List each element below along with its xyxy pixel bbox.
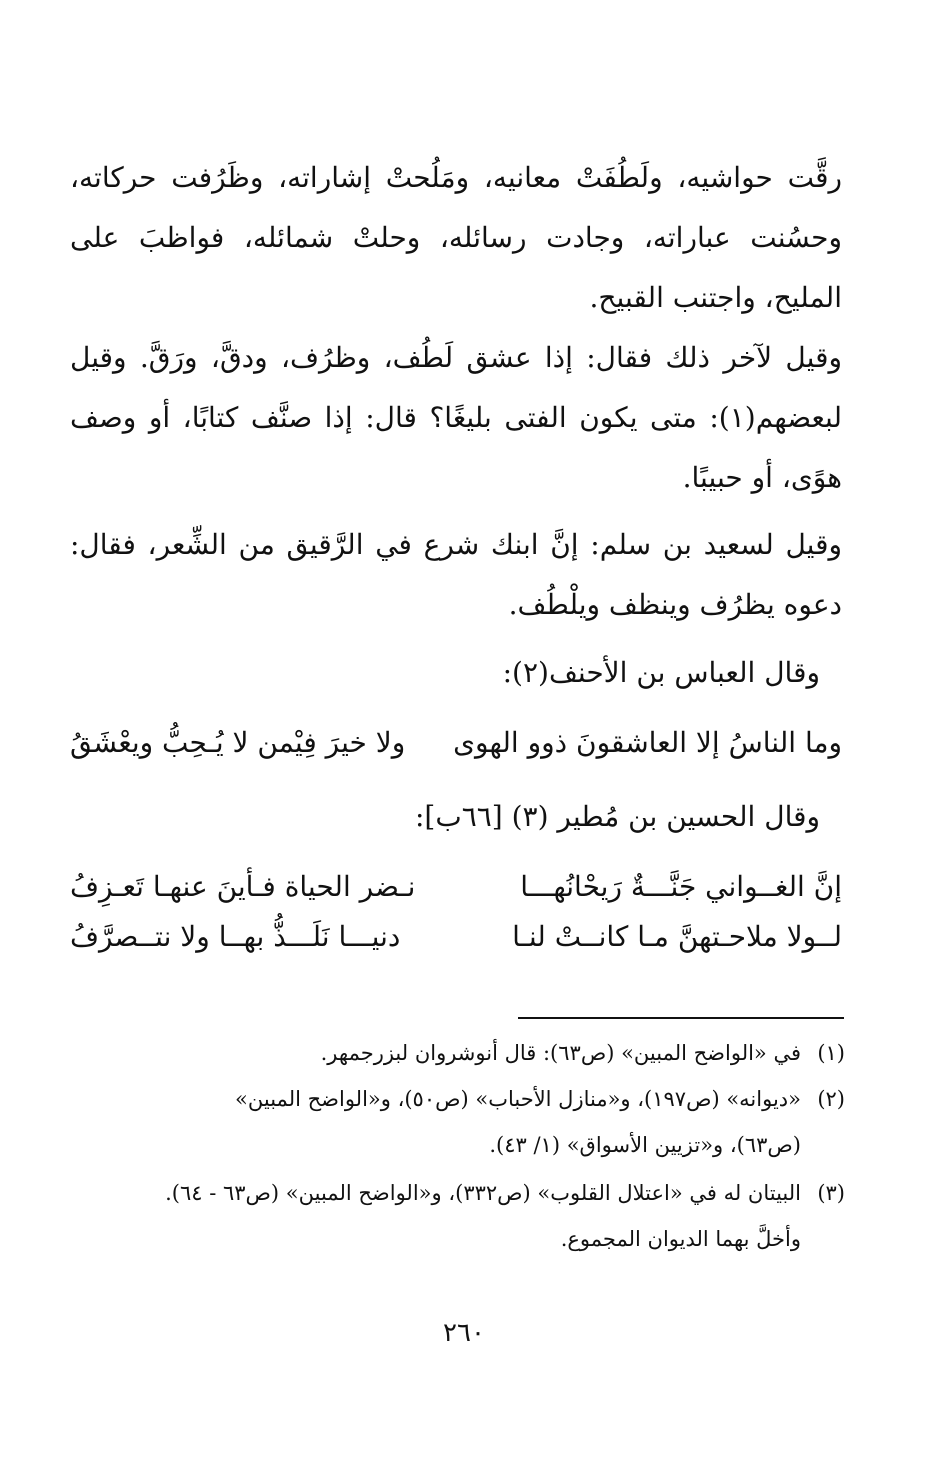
verse-first-hemistich: إنَّ الغــواني جَنَّـــةٌ رَيحْانُهـــا bbox=[520, 870, 842, 903]
footnote-text-continued: (ص٦٣)، و«تزيين الأسواق» (١/ ٤٣). bbox=[489, 1133, 801, 1157]
verse-second-hemistich: دنيـــا نَلَـــذُّ بهــا ولا نتــصرَّفُ bbox=[70, 920, 401, 953]
footnote-divider bbox=[518, 1017, 844, 1019]
footnote-text: في «الواضح المبين» (ص٦٣): قال أنوشروان لبزرجمهر. bbox=[320, 1041, 801, 1065]
poem-2-verse-2 bbox=[70, 912, 842, 962]
footnote-2 bbox=[70, 1076, 845, 1168]
footnote-text: البيتان له في «اعتلال القلوب» (ص٣٣٢)، و«الواضح المبين» (ص٦٣ - ٦٤). bbox=[165, 1181, 801, 1205]
footnote-number: (٢) bbox=[817, 1087, 845, 1111]
footnote-1 bbox=[70, 1030, 845, 1076]
poem-1-verse-1 bbox=[70, 718, 842, 768]
verse-first-hemistich: لــولا ملاحـتهنَّ مـا كانــتْ لنـا bbox=[512, 920, 842, 953]
poem-2-intro: وقال الحسين بن مُطير (٣) [٦٦ب]: bbox=[415, 800, 820, 833]
footnote-number: (٣) bbox=[817, 1181, 845, 1205]
paragraph-2: وقيل لآخر ذلك فقال: إذا عشق لَطُف، وظرُف، ودقَّ، ورَقَّ. وقيل لبعضهم(١): متى يكون الفتى بليغًا؟ قال: إذا صنَّف كتابًا، أو وصف هوًى، أو حبيبًا. bbox=[70, 341, 842, 494]
poem-1-intro: وقال العباس بن الأحنف(٢): bbox=[502, 656, 820, 689]
paragraph-3: وقيل لسعيد بن سلم: إنَّ ابنك شرع في الرَّقيق من الشِّعر، فقال: دعوه يظرُف وينظف ويلْطُف. bbox=[70, 528, 842, 621]
footnote-text-continued: وأخلَّ بهما الديوان المجموع. bbox=[560, 1227, 801, 1251]
poem-2-verse-1 bbox=[70, 862, 842, 912]
footnote-text: «ديوانه» (ص١٩٧)، و«منازل الأحباب» (ص٥٠)، و«الواضح المبين» bbox=[235, 1087, 801, 1111]
page-number: ٢٦٠ bbox=[443, 1318, 485, 1348]
verse-first-hemistich: وما الناسُ إلا العاشقونَ ذوو الهوى bbox=[453, 726, 842, 759]
paragraph-1: رقَّت حواشيه، ولَطُفَتْ معانيه، ومَلُحتْ إشاراته، وظَرُفت حركاته، وحسُنت عباراته، وجادت رسائله، وحلتْ شمائله، فواظبَ على المليح، واجتنب القبيح. bbox=[70, 161, 842, 314]
verse-second-hemistich: ولا خيرَ فِيْمن لا يُـحِبُّ ويعْشَقُ bbox=[70, 726, 406, 759]
footnote-number: (١) bbox=[817, 1041, 845, 1065]
verse-second-hemistich: نـضر الحياة فـأينَ عنهـا تَعـزِفُ bbox=[70, 870, 416, 903]
footnote-3 bbox=[70, 1170, 845, 1262]
